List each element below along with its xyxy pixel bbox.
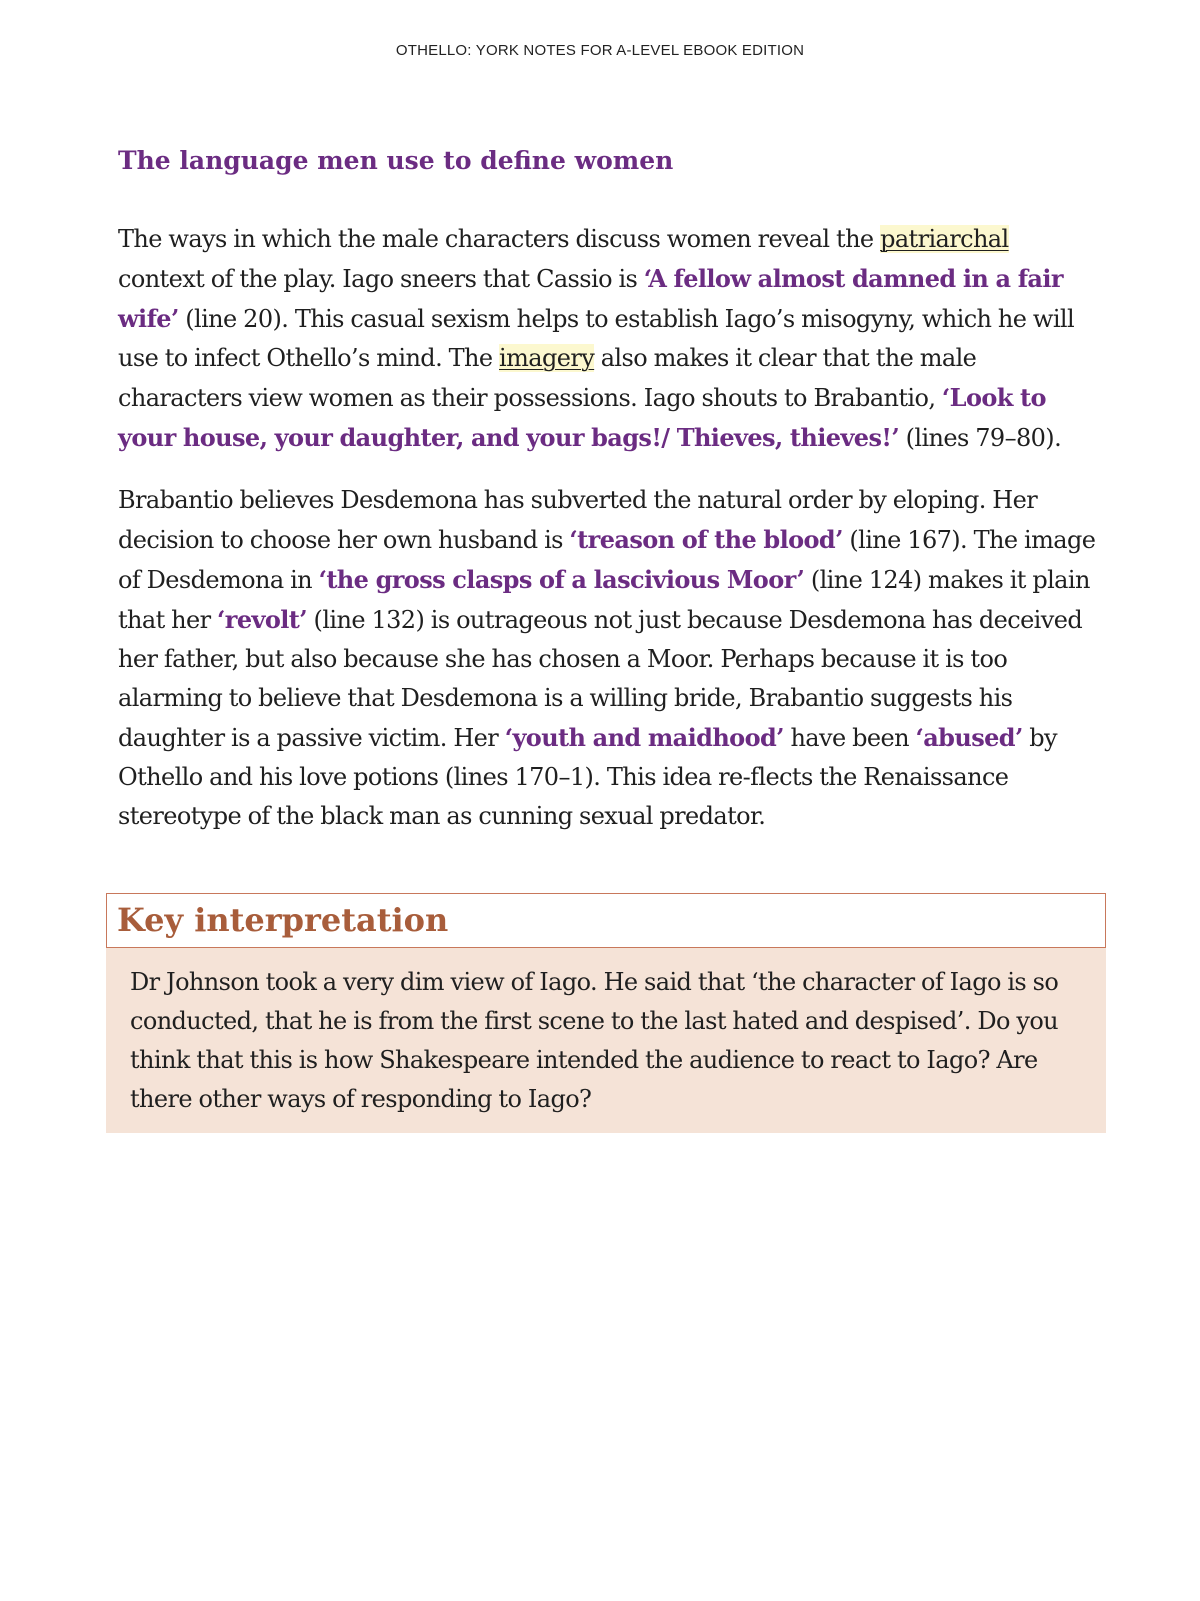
quotation: ‘the gross clasps of a lascivious Moor’: [318, 564, 805, 594]
text-run: context of the play. Iago sneers that Cassio is: [118, 264, 644, 293]
text-run: also makes it clear that the male characters view women as their possessions. Iago shouts to Brabantio,: [118, 343, 977, 412]
section-heading: The language men use to define women: [118, 146, 674, 175]
text-run: by Othello and his love potions (lines 170–1). This idea re-flects the Renaissance stereotype of the black man as cunning sexual predator.: [118, 723, 1057, 830]
key-interpretation-box: [106, 893, 1106, 1133]
running-header: OTHELLO: YORK NOTES FOR A-LEVEL EBOOK EDITION: [395, 42, 805, 59]
text-run: The ways in which the male characters discuss women reveal the: [118, 224, 881, 253]
text-run: (line 132) is outrageous not just because Desdemona has deceived her father, but also because she has chosen a Moor. Perhaps because it is too alarming to believe that Desdemona is a willing bride, Brabantio suggests his daughter is a passive victim. Her: [118, 605, 1083, 752]
text-run: (line 20). This casual sexism helps to establish Iago’s misogyny, which he will use to infect Othello’s mind. The: [118, 304, 1075, 372]
text-run: have been: [783, 723, 916, 752]
glossary-term-patriarchal[interactable]: patriarchal: [880, 224, 1009, 253]
key-interpretation-title: Key interpretation: [117, 901, 449, 939]
glossary-term-imagery[interactable]: imagery: [499, 343, 595, 372]
key-interpretation-body: Dr Johnson took a very dim view of Iago. He said that ‘the character of Iago is so conducted, that he is from the first scene to the last hated and despised’. Do you think that this is how Shakespeare intended the audience to react to Iago? Are there other ways of responding to Iago?: [106, 948, 1106, 1133]
main-content: [118, 145, 1098, 859]
text-run: (line 124) makes it plain that her: [118, 565, 1090, 634]
paragraph-1: [118, 220, 1098, 458]
key-interpretation-title-bar: [106, 893, 1106, 948]
text-run: (lines 79–80).: [899, 423, 1062, 452]
quotation: ‘youth and maidhood’: [504, 722, 784, 752]
quotation: ‘treason of the blood’: [569, 524, 843, 554]
quotation: ‘Look to your house, your daughter, and your bags!/ Thieves, thieves!’: [118, 382, 1046, 452]
quotation: ‘A fellow almost damned in a fair wife’: [118, 263, 1063, 333]
quotation: ‘abused’: [915, 722, 1023, 752]
text-run: Brabantio believes Desdemona has subverted the natural order by eloping. Her decision to choose her own husband is: [118, 485, 1038, 554]
paragraph-2: [118, 481, 1098, 836]
quotation: ‘revolt’: [217, 604, 308, 634]
text-run: (line 167). The image of Desdemona in: [118, 525, 1096, 594]
